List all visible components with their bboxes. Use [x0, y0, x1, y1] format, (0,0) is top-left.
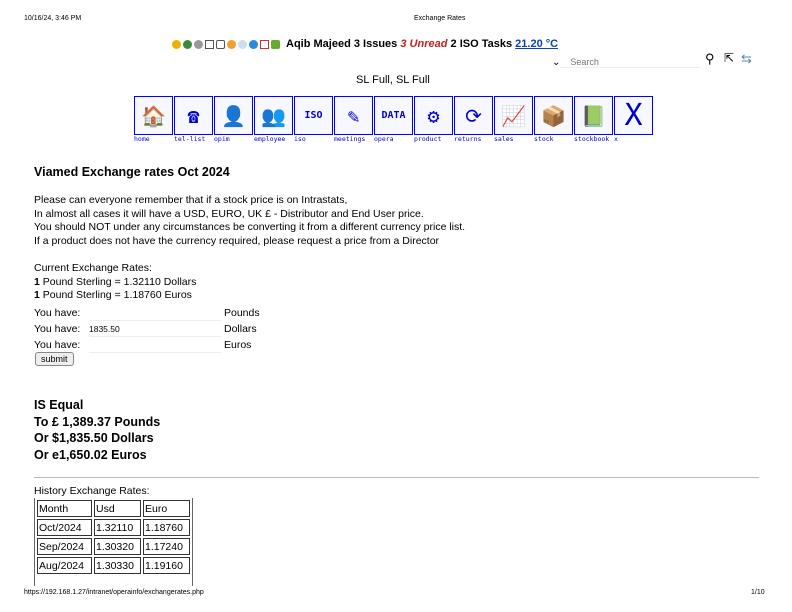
converter-unit: Pounds — [224, 306, 260, 319]
house-icon[interactable]: 🏠 — [134, 96, 173, 135]
conversion-result — [34, 397, 160, 463]
nav-item-tel-list[interactable] — [174, 96, 213, 143]
search-input[interactable] — [560, 57, 700, 68]
search-bar — [552, 55, 700, 69]
euros-input[interactable] — [89, 337, 221, 353]
nav-item-x[interactable] — [614, 96, 653, 143]
nav-item-product[interactable] — [414, 96, 453, 143]
unread-label[interactable]: Unread — [409, 38, 448, 50]
table-header: Month — [37, 500, 92, 517]
people-icon[interactable]: 👥 — [254, 96, 293, 135]
table-cell: 1.32110 — [94, 519, 141, 536]
magnifier-icon[interactable]: ⚲ — [705, 51, 715, 66]
nav-item-stockbook[interactable] — [574, 96, 613, 143]
issues-count[interactable]: 3 — [353, 38, 360, 50]
nav-item-opera[interactable] — [374, 96, 413, 143]
close-icon[interactable]: X — [614, 96, 653, 135]
nav-item-label[interactable]: stockbook — [574, 135, 610, 143]
print-url: https://192.168.1.27/intranet/operainfo/exchangerates.php — [24, 589, 204, 596]
table-cell: 1.30330 — [94, 557, 141, 574]
nav-item-label[interactable]: opera — [374, 135, 394, 143]
chevron-down-icon[interactable]: ⌄ — [552, 56, 561, 68]
iso-count[interactable]: 2 — [450, 38, 457, 50]
nav-item-stock[interactable] — [534, 96, 573, 143]
eur-rate: 1 Pound Sterling = 1.18760 Euros — [34, 289, 192, 301]
telephone-icon[interactable]: ☎ — [174, 96, 213, 135]
page-title: Viamed Exchange rates Oct 2024 — [34, 165, 230, 179]
book-icon[interactable]: 📗 — [574, 96, 613, 135]
nav-item-label[interactable]: opim — [214, 135, 230, 143]
chart-icon[interactable] — [260, 40, 269, 49]
user-name[interactable]: Aqib Majeed — [286, 38, 351, 50]
result-line: IS Equal — [34, 398, 84, 412]
table-cell: Oct/2024 — [37, 519, 92, 536]
current-rates-title: Current Exchange Rates: — [34, 262, 152, 274]
submit-button[interactable]: submit — [35, 352, 74, 366]
iso-label[interactable]: ISO Tasks — [459, 38, 513, 50]
nav-item-label[interactable]: home — [134, 135, 150, 143]
table-header: Usd — [94, 500, 141, 517]
box-icon[interactable]: 📦 — [534, 96, 573, 135]
print-datetime: 10/16/24, 3:46 PM — [24, 15, 82, 22]
table-row — [37, 557, 190, 574]
external-link-icon[interactable]: ⇱ — [724, 51, 735, 65]
issues-label[interactable]: Issues — [363, 38, 398, 50]
result-line: To £ 1,389.37 Pounds — [34, 414, 161, 429]
grid-icon[interactable] — [205, 40, 214, 49]
print-page-number: 1/10 — [751, 589, 765, 596]
nav-item-label[interactable]: meetings — [334, 135, 366, 143]
nav-item-employee[interactable] — [254, 96, 293, 143]
messenger-icon[interactable] — [249, 40, 258, 49]
table-header: Euro — [143, 500, 190, 517]
history-table-wrap — [34, 498, 193, 586]
status-bar — [172, 36, 558, 52]
table-row — [37, 519, 190, 536]
notice-line: You should NOT under any circumstances be converting it from a different currency price list. — [34, 221, 466, 233]
nav-item-label[interactable]: iso — [294, 135, 306, 143]
notice-line: In almost all cases it will have a USD, EURO, UK £ - Distributor and End User price. — [34, 207, 424, 220]
nav-item-label[interactable]: tel-list — [174, 135, 206, 143]
sales-chart-icon[interactable]: 📈 — [494, 96, 533, 135]
refresh-icon[interactable] — [183, 40, 192, 49]
unread-count[interactable]: 3 — [400, 38, 407, 50]
location-text: SL Full, SL Full — [356, 74, 430, 86]
table-cell: 1.18760 — [143, 519, 190, 536]
table-cell: 1.17240 — [143, 538, 190, 555]
man-desk-icon[interactable]: 👤 — [214, 96, 253, 135]
table-cell: 1.19160 — [143, 557, 190, 574]
dollars-input[interactable]: 1835.50 — [89, 321, 221, 337]
divider — [34, 477, 759, 478]
converter-label: You have: — [34, 306, 81, 319]
table-cell: Aug/2024 — [37, 557, 92, 574]
nav-item-opim[interactable] — [214, 96, 253, 143]
nav-item-label[interactable]: returns — [454, 135, 482, 143]
notice-line: If a product does not have the currency required, please request a price from a Director — [34, 234, 440, 247]
notice-line: Please can everyone remember that if a stock price is on Intrastats, — [34, 194, 348, 206]
nav-item-home[interactable] — [134, 96, 173, 143]
history-table — [35, 498, 192, 576]
converter-label: You have: — [34, 322, 81, 335]
result-line: Or e1,650.02 Euros — [34, 447, 147, 462]
converter-unit: Euros — [224, 338, 252, 351]
smiley-icon[interactable] — [227, 40, 236, 49]
returns-icon[interactable]: ⟳ — [454, 96, 493, 135]
nav-item-meetings[interactable] — [334, 96, 373, 143]
converter-unit: Dollars — [224, 322, 257, 335]
table-row — [37, 538, 190, 555]
notepad-icon[interactable]: ✎ — [334, 96, 373, 135]
converter-form — [34, 305, 260, 353]
print-title: Exchange Rates — [414, 15, 466, 22]
nav-item-label[interactable]: sales — [494, 135, 514, 143]
notice-text — [34, 194, 465, 248]
icon-nav-bar — [134, 96, 653, 143]
settings-icon[interactable] — [194, 40, 203, 49]
nav-item-label[interactable]: product — [414, 135, 442, 143]
history-title: History Exchange Rates: — [34, 485, 150, 497]
nav-item-returns[interactable] — [454, 96, 493, 143]
table-cell: 1.30320 — [94, 538, 141, 555]
logout-icon[interactable]: ⇆ — [741, 51, 752, 66]
pounds-input[interactable] — [89, 305, 221, 321]
nav-item-label[interactable]: employee — [254, 135, 286, 143]
temperature-link[interactable]: 21.20 °C — [515, 38, 559, 50]
copy-icon[interactable] — [216, 40, 225, 49]
star-icon[interactable] — [172, 40, 181, 49]
sparkle-icon[interactable] — [238, 40, 247, 49]
lock-icon[interactable] — [271, 40, 280, 49]
result-line: Or $1,835.50 Dollars — [34, 431, 154, 445]
nav-item-label[interactable]: x — [614, 135, 618, 143]
gears-icon[interactable]: ⚙ — [414, 96, 453, 135]
current-rates — [34, 262, 196, 303]
nav-item-sales[interactable] — [494, 96, 533, 143]
opera-data-icon[interactable]: DATA — [374, 96, 413, 135]
converter-label: You have: — [34, 338, 81, 351]
usd-rate: 1 Pound Sterling = 1.32110 Dollars — [34, 275, 197, 288]
table-cell: Sep/2024 — [37, 538, 92, 555]
iso-icon[interactable]: ISO — [294, 96, 333, 135]
nav-item-label[interactable]: stock — [534, 135, 554, 143]
nav-item-iso[interactable] — [294, 96, 333, 143]
